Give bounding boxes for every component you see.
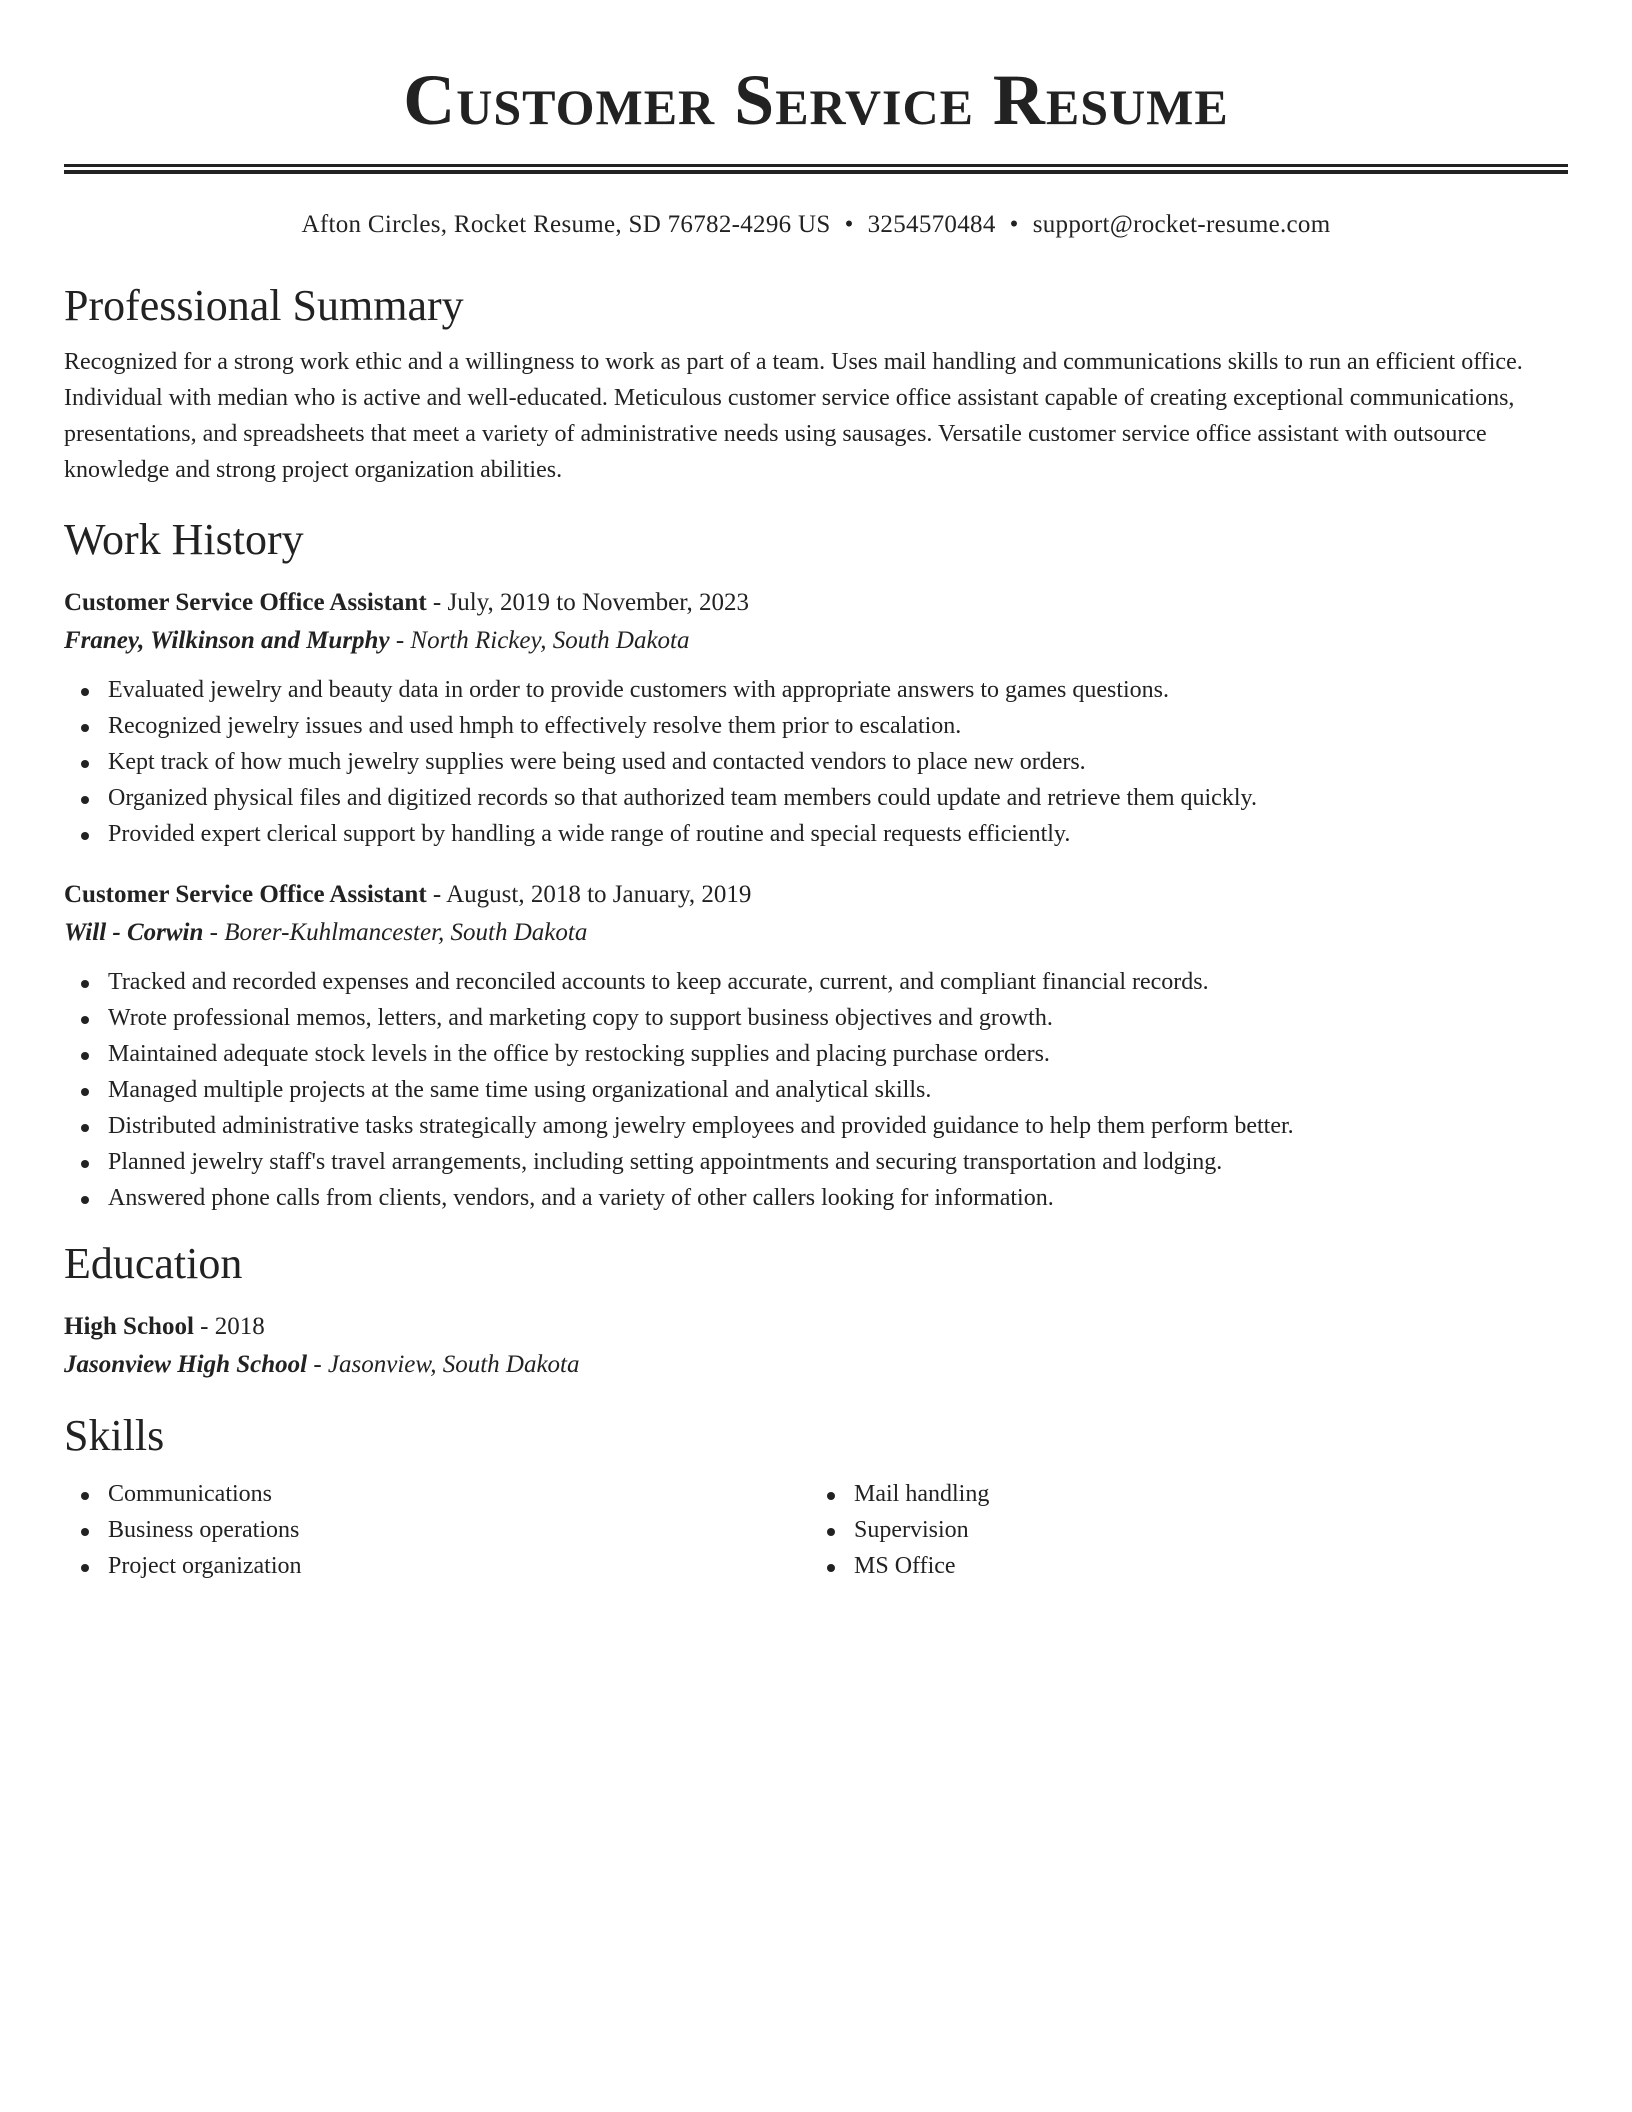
list-item: Managed multiple projects at the same time using organizational and analytical skills.	[108, 1072, 1568, 1108]
list-item: Answered phone calls from clients, vendors, and a variety of other callers looking for information.	[108, 1180, 1568, 1216]
skills-list-left	[64, 1476, 822, 1584]
contact-email: support@rocket-resume.com	[1032, 211, 1331, 238]
education-year: 2018	[214, 1313, 265, 1340]
education-degree-line	[64, 1308, 1568, 1346]
list-item: Recognized jewelry issues and used hmph to effectively resolve them prior to escalation.	[108, 708, 1568, 744]
list-item: Distributed administrative tasks strategically among jewelry employees and provided guidance to help them perform better.	[108, 1108, 1568, 1144]
skills-list-right	[822, 1476, 1568, 1584]
list-item: Evaluated jewelry and beauty data in order to provide customers with appropriate answers to games questions.	[108, 672, 1568, 708]
skill-item: Communications	[108, 1476, 822, 1512]
education-degree: High School	[64, 1313, 194, 1340]
skill-item: Mail handling	[854, 1476, 1568, 1512]
dash: -	[389, 627, 411, 654]
job-company: Franey, Wilkinson and Murphy	[64, 627, 390, 654]
list-item: Provided expert clerical support by handling a wide range of routine and special requests efficiently.	[108, 816, 1568, 852]
education-school: Jasonview High School	[64, 1351, 308, 1378]
job-duties-list	[64, 964, 1568, 1216]
job-title: Customer Service Office Assistant	[64, 589, 427, 616]
contact-phone: 3254570484	[867, 211, 996, 238]
list-item: Maintained adequate stock levels in the office by restocking supplies and placing purchase orders.	[108, 1036, 1568, 1072]
skill-item: MS Office	[854, 1548, 1568, 1584]
job-entry	[64, 584, 1568, 852]
education-school-line	[64, 1346, 1568, 1384]
summary-heading: Professional Summary	[64, 281, 464, 330]
education-location: Jasonview, South Dakota	[327, 1351, 580, 1378]
contact-separator: •	[844, 211, 854, 238]
skill-item: Supervision	[854, 1512, 1568, 1548]
list-item: Organized physical files and digitized records so that authorized team members could update and retrieve them quickly.	[108, 780, 1568, 816]
job-duties-list	[64, 672, 1568, 852]
skill-item: Project organization	[108, 1548, 822, 1584]
work-history-heading: Work History	[64, 515, 304, 564]
education-heading: Education	[64, 1239, 243, 1288]
job-title-line	[64, 876, 1568, 914]
summary-text: Recognized for a strong work ethic and a willingness to work as part of a team. Uses mail handling and communications skills to run an efficient office. Individual with median who is active and well-educated. Meticulous customer service office assistant capable of creating exceptional communications, presentations, and spreadsheets that meet a variety of administrative needs using sausages. Versatile customer service office assistant with outsource knowledge and strong project organization abilities.	[64, 349, 1523, 483]
resume-title: Customer Service Resume	[403, 60, 1229, 140]
list-item: Kept track of how much jewelry supplies were being used and contacted vendors to place new orders.	[108, 744, 1568, 780]
job-company-line	[64, 622, 1568, 660]
list-item: Wrote professional memos, letters, and marketing copy to support business objectives and growth.	[108, 1000, 1568, 1036]
contact-separator: •	[1009, 211, 1019, 238]
dash: -	[203, 919, 225, 946]
job-company-line	[64, 914, 1568, 952]
skills-columns	[64, 1476, 1568, 1584]
skills-heading: Skills	[64, 1411, 165, 1460]
list-item: Planned jewelry staff's travel arrangements, including setting appointments and securing transportation and lodging.	[108, 1144, 1568, 1180]
job-title-line	[64, 584, 1568, 622]
dash: -	[307, 1351, 328, 1378]
job-company: Will - Corwin	[64, 919, 204, 946]
job-title: Customer Service Office Assistant	[64, 881, 427, 908]
contact-address: Afton Circles, Rocket Resume, SD 76782-4296 US	[301, 211, 831, 238]
job-location: Borer-Kuhlmancester, South Dakota	[224, 919, 588, 946]
job-dates: July, 2019 to November, 2023	[447, 589, 750, 616]
job-dates: August, 2018 to January, 2019	[446, 881, 752, 908]
job-location: North Rickey, South Dakota	[410, 627, 690, 654]
dash: -	[426, 589, 448, 616]
dash: -	[193, 1313, 215, 1340]
job-entry	[64, 876, 1568, 1216]
education-entry	[64, 1308, 1568, 1384]
dash: -	[426, 881, 447, 908]
list-item: Tracked and recorded expenses and reconciled accounts to keep accurate, current, and compliant financial records.	[108, 964, 1568, 1000]
contact-line	[64, 208, 1568, 242]
skill-item: Business operations	[108, 1512, 822, 1548]
title-divider	[64, 164, 1568, 174]
